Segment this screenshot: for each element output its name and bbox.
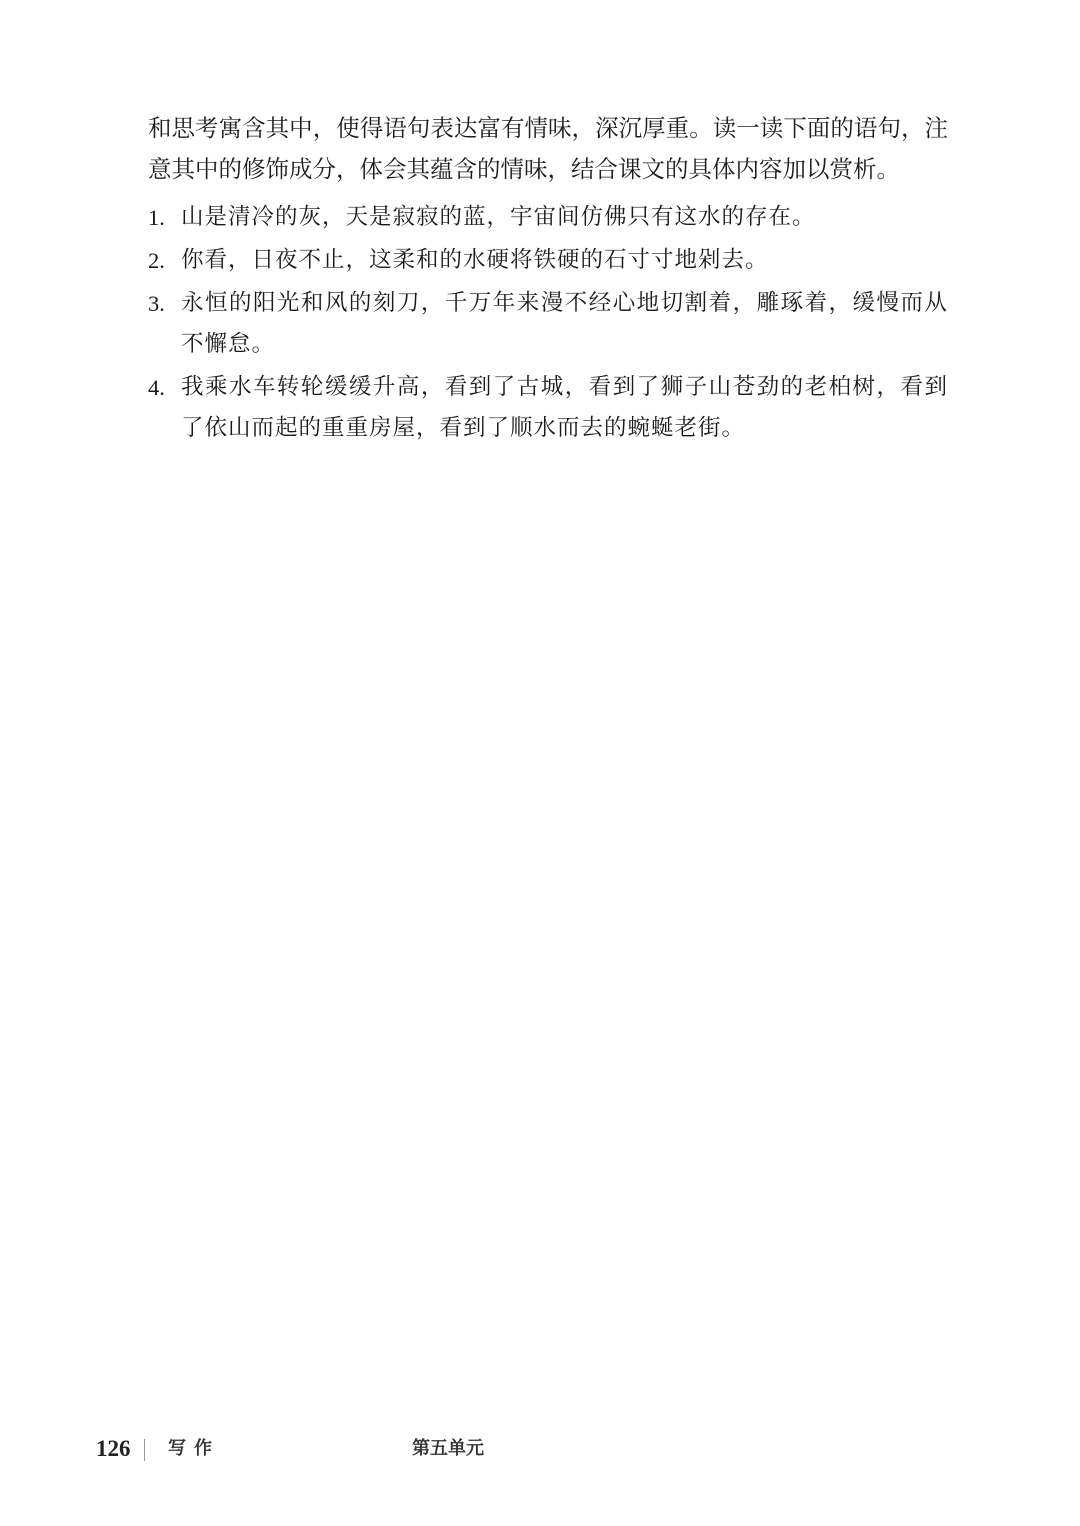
page-number: 126 [96,1436,131,1461]
item-text: 永恒的阳光和风的刻刀，千万年来漫不经心地切割着，雕琢着，缓慢而从不懈怠。 [181,290,948,357]
item-text: 你看，日夜不止，这柔和的水硬将铁硬的石寸寸地剁去。 [181,247,769,273]
item-number: 3. [148,291,165,316]
list-item [148,240,948,281]
item-text: 我乘水车转轮缓缓升高，看到了古城，看到了狮子山苍劲的老柏树，看到了依山而起的重重房屋，看到了顺水而去的蜿蜒老街。 [181,374,948,441]
unit-label: 第五单元 [412,1438,484,1459]
list-item [148,197,948,238]
item-text: 山是清冷的灰，天是寂寂的蓝，宇宙间仿佛只有这水的存在。 [181,204,816,230]
footer-divider [144,1439,145,1461]
item-number: 4. [148,375,165,400]
section-label: 写作 [168,1438,220,1459]
item-number: 2. [148,248,165,273]
list-item [148,283,948,365]
page-footer [96,1432,596,1468]
sentence-list [148,197,948,449]
intro-paragraph: 和思考寓含其中，使得语句表达富有情味，深沉厚重。读一读下面的语句，注意其中的修饰成分，体会其蕴含的情味，结合课文的具体内容加以赏析。 [148,114,948,183]
list-item [148,367,948,449]
page-text [148,108,948,451]
item-number: 1. [148,205,165,230]
